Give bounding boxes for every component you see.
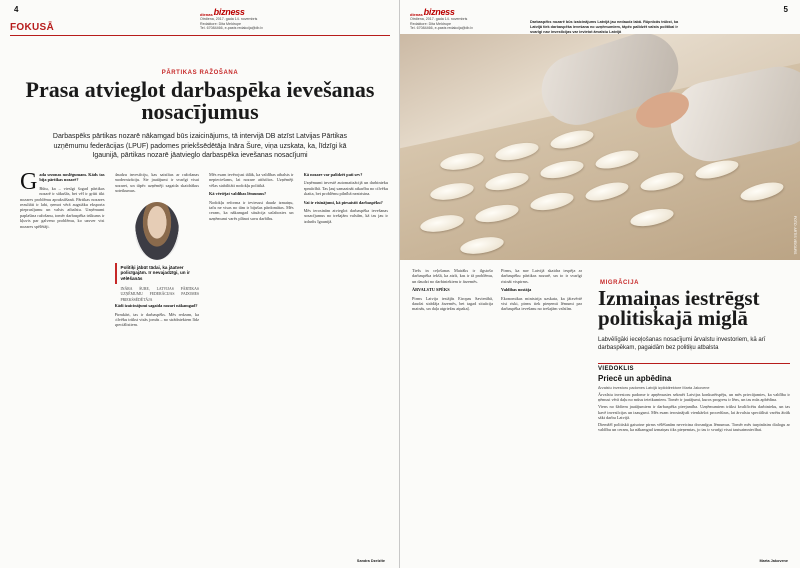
column-question: Kā nozare var palīdzēt pati sev? (303, 172, 363, 177)
opinion-body (598, 392, 790, 562)
article-lead: Labvēlīgāki ieceļošanas nosacījumi ārvalstu investoriem, kā arī darbaspēkam, pagaidām bez politiķu atbalsta (598, 337, 766, 351)
page-number: 5 (783, 5, 788, 14)
article-column-2 (115, 172, 200, 552)
column-paragraph: Tiešs in ceļošanas Mairāks ir ilgstošo darbaspēka iekšā, ka atzīt, kas ir tā problēmu, un daudzi no darbiniekiem ir ārzemēs. (412, 268, 493, 284)
column-paragraph: daudzu investīciju, kas saistītas ar ražošanas modernizāciju. Šie jautājumi ir svarīgi visai nozarei, un tāpēc uzņēmēji sagaida skaidrākus noteikumus. (114, 172, 199, 194)
opinion-label: VIEDOKLIS (598, 366, 634, 372)
column-paragraph: Pirms, ka nav Latvijā skaidra iespēja ar darbaspēku pārtikas nozarē, un to ir svarīgi risināt vispirms. (501, 268, 582, 284)
page-number: 4 (14, 5, 19, 14)
opinion-title: Priecē un apbēdina (598, 374, 672, 383)
brand-small: dienas (410, 12, 423, 17)
interviewee-portrait (135, 202, 179, 260)
page-teaser: Darbaspēks nozarē būs izaicinājums Latvijā jau nedaudz labā. Rūpnīcās trūkst, ka Latvijā tiek darbaspēka ievešana no uzņēmumiem, tāpēc palīdzēt valsts politikai ir svarīgi nav investīcijas var ievietot ārvalstu Latvijā (530, 20, 679, 34)
article-headline: Izmaiņas iestrēgst politiskajā miglā (598, 286, 760, 330)
article-kicker: MIGRĀCIJA (600, 280, 640, 286)
brand-small: dienas (200, 12, 213, 17)
article-lead: Darbaspēks pārtikas nozarē nākamgad būs izaicinājums, tā intervijā DB atzīst Latvijas Pārtikas uzņēmumu federācijas (LPUF) padomes priekšsēdētāja Ināra Šure, viņa uzskata, ka, līdzīgi kā Igaunijā, pārtikas nozarē jāatvieglo darbaspēka ievešanas nosacījumi (52, 133, 348, 159)
article-body (20, 172, 388, 552)
pull-quote-attribution: INĀRA ŠURE, LATVIJAS PĀRTIKAS UZŅĒMUMU FEDERĀCIJAS PADOMES PRIEKŠSĒDĒTĀJA (120, 287, 199, 302)
article-column-3 (209, 172, 294, 552)
section-divider (10, 35, 390, 36)
opinion-paragraph: Diemžēl politiskā gaisotne pirms vēlēšanām neveicina drosmīgus lēmumus. Tomēr mēs turpināsim dialogu ar valdību un ceram, ka nākamgad izmaiņas tiks pieņemtas, jo tas ir svarīgi visai tautsaimniecībai. (598, 422, 790, 433)
section-label: FOKUSĀ (10, 22, 55, 33)
column-paragraph: Pirmkārt, tas ir darbaspēks. Mēs redzam, ka cilvēku trūkst visās jomās – no strādniekiem līdz speciālistiem. (114, 311, 199, 328)
masthead-contact-line: Tel. 67084466, e-pasts redakcija@db.lv (410, 26, 473, 30)
article-column-1 (20, 172, 105, 552)
pull-quote: Politiķi jābūt tādai, ka jāatver policīgajām. Ir nevajadzīgi, un ir vēlēšanās (115, 263, 200, 284)
masthead-editor-line: Redaktore: Dita Meldrupe (410, 21, 451, 26)
side-column-1 (412, 268, 493, 560)
masthead-date-line: Otrdiena, 2017. gada 14. novembris (410, 17, 468, 21)
side-column-2 (501, 268, 582, 560)
column-paragraph: Ekonomikas ministrija uzskata, ka jāizvērtē visi riski, pirms tiek pieņemti lēmumi par darbaspēka ievešanu no trešajām valstīm. (501, 295, 582, 312)
column-question: Kādi izaicinājumi sagaida nozari nākamgad? (114, 303, 198, 309)
column-paragraph: Mēs esam ievērojusi tālāk, ka valdības atbalsts ir nepieciešams, lai nozare attīstītos. Uzņēmēji vēlas stabilitāti nodokļu politikā. (209, 172, 294, 188)
column-paragraph: Būtu, ka – viesīgi šogad pārtikas nozarē ir sākušās, bet vēl ir grūti tikt nozares problēmu aprakstīšanā. Pārtikas nozares rezultāti ir labi, ņemot vērā augstāku eksporta pieprasījumu un valsts atbalstu. Uzņēmumi paplašina ražošanu, tomēr darbaspēka trūkums ir kļuvis par galveno problēmu, ko uzsver visi nozares spēlētāji. (20, 185, 105, 229)
column-paragraph: Uzņēmumi investē automatizācijā un darbinieku apmācībā. Tas ļauj samazināt atkarību no cilvēku skaita, bet problēmu pilnībā neatrisina. (303, 180, 388, 197)
photo-credit: FOTO: ARTIS VEIGURS (793, 215, 797, 254)
column-subhead: Valdības nostāja (501, 287, 532, 293)
column-paragraph: Pirms Latvija iestājās Eiropas Savienībā, daudzi strādāja ārzemēs, bet tagad situācija mainās, un daļa atgriežas atpakaļ. (412, 295, 493, 312)
article-byline: Sandra Dzelzīte (356, 559, 385, 563)
opinion-paragraph: Ārvalstu investoru padome ir apņēmusies sekmēt Latvijas konkurētspēju, un mēs priecājamies, ka valdība ir ņēmusi vērā daļu no mūsu ieteikumiem. Tomēr ir jautājumi, kuros progress ir lēns, un tas mūs apbēdina. (598, 392, 790, 403)
brand-logo: bizness (213, 7, 245, 17)
column-paragraph: Mēs ierosinām atvieglot darbaspēka ievešanas nosacījumus no trešajām valstīm, kā tas jau ir izdarīts Igaunijā. (303, 208, 388, 224)
bakery-photo (400, 34, 800, 260)
opinion-signoff: Marta Jakovene (759, 559, 788, 563)
opinion-paragraph: Viens no šādiem jautājumiem ir darbaspēka pieejamība. Uzņēmumiem trūkst kvalificētu darbinieku, un tas kavē investīcijas un izaugsmi. Mēs esam ierosinājuši vienkāršot procedūras, lai ārvalstu speciālisti varētu ātrāk sākt darbu Latvijā. (598, 404, 790, 420)
column-question: Vai ir risinājumi, kā piesaistīt darbaspēku? (303, 199, 383, 205)
drop-cap: G (20, 172, 38, 195)
side-article-body (412, 268, 582, 560)
opinion-byline: Ārvalstu investoru padomes Latvijā izpilddirektore Marta Jakovene (598, 386, 710, 390)
article-headline: Prasa atvieglot darbaspēka ievešanas nosacījumus (25, 77, 375, 124)
column-subhead: ĀRVALSTU SPĒKS (412, 287, 450, 293)
brand-logo: bizness (423, 7, 455, 17)
masthead-date-line: Otrdiena, 2017. gada 14. novembris (200, 17, 258, 21)
masthead (200, 7, 263, 31)
article-kicker: PĀRTIKAS RAŽOŠANA (161, 70, 239, 76)
masthead-editor-line: Redaktore: Dita Meldrupe (200, 21, 241, 26)
masthead (410, 7, 473, 31)
masthead-contact-line: Tel. 67084466, e-pasts redakcija@db.lv (200, 26, 263, 30)
column-question: Kā vērtējat valdības lēmumus? (209, 191, 267, 197)
right-page (400, 0, 800, 568)
opinion-divider (598, 363, 790, 364)
column-question: ada sezonas noslēgumam. Kāds tas bija pārtikas nozarē? (39, 172, 105, 183)
article-column-4 (304, 172, 389, 552)
column-paragraph: Nodokļu reforma ir ieviesusi daudz izmaiņu, taču ne visas no tām ir bijušas pārdomātas. Mēs ceram, ka nākamgad situācija uzlabosies un uzņēmumi varēs plānot savu darbību. (209, 199, 294, 221)
